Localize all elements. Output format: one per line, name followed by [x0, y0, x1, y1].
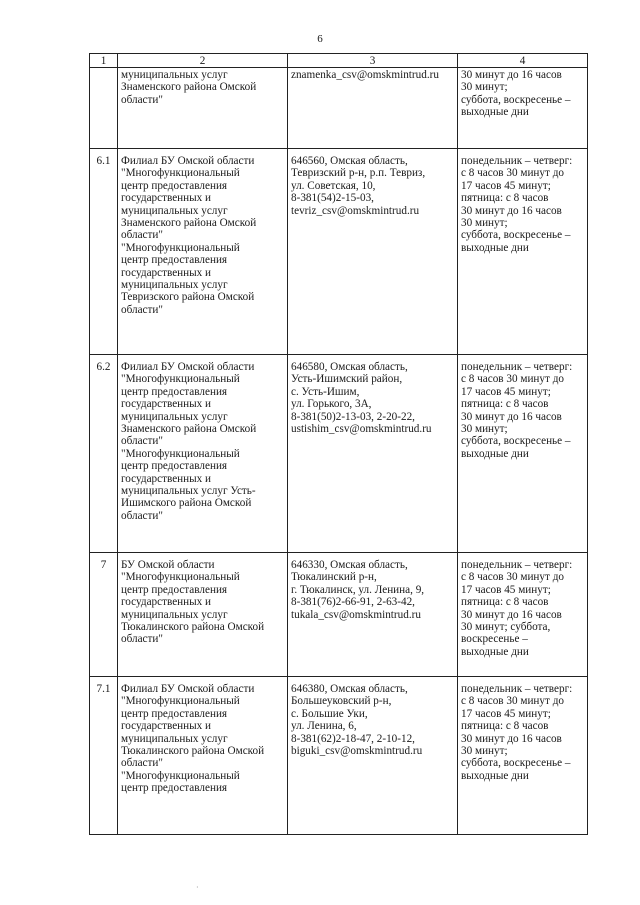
address-line: ул. Горького, 3А, — [291, 398, 372, 411]
working-hours-line: выходные дни — [461, 769, 529, 782]
working-hours-line: 30 минут до 16 часов — [461, 69, 562, 81]
address-line: 8-381(62)2-18-47, 2-10-12, — [291, 732, 415, 745]
working-hours-line: 30 минут; суббота, — [461, 621, 551, 634]
address-line: ул. Ленина, 6, — [291, 720, 357, 733]
organization-line: области" — [121, 93, 163, 106]
working-hours-line: с 8 часов 30 минут до — [461, 695, 564, 708]
address-line: ustishim_csv@omskmintrud.ru — [291, 423, 432, 436]
column-header-3: 3 — [288, 54, 458, 68]
working-hours-line: суббота, воскресенье – — [461, 757, 571, 770]
organization-line: Тюкалинского района Омской — [121, 745, 265, 758]
working-hours-line: выходные дни — [461, 241, 529, 254]
organization-cell — [118, 149, 288, 355]
organization-line: Тюкалинского района Омской — [121, 621, 265, 634]
organization-line: центр предоставления — [121, 254, 228, 267]
address-line: Тевризский р-н, р.п. Тевриз, — [291, 167, 426, 180]
organization-line: "Многофункциональный — [121, 241, 240, 254]
page-number: 6 — [317, 33, 323, 45]
working-hours-line: понедельник – четверг: — [461, 361, 573, 373]
working-hours-cell — [458, 677, 588, 835]
working-hours-line: 30 минут до 16 часов — [461, 410, 562, 423]
row-number: 6.1 — [90, 149, 118, 355]
column-header-1: 1 — [90, 54, 118, 68]
working-hours-line: 17 часов 45 минут; — [461, 385, 551, 398]
address-line: 646580, Омская область, — [291, 361, 408, 373]
working-hours-line: суббота, воскресенье – — [461, 93, 571, 106]
organization-line: муниципальных услуг — [121, 204, 228, 217]
address-line: г. Тюкалинск, ул. Ленина, 9, — [291, 583, 425, 596]
organization-line: государственных и — [121, 472, 212, 485]
address-line: tukala_csv@omskmintrud.ru — [291, 608, 421, 621]
address-line: Усть-Ишимский район, — [291, 373, 403, 386]
organization-line: Знаменского района Омской — [121, 81, 257, 94]
working-hours-line: 17 часов 45 минут; — [461, 583, 551, 596]
organization-line: Филиал БУ Омской области — [121, 155, 255, 167]
organization-line: "Многофункциональный — [121, 571, 240, 584]
address-cell — [288, 553, 458, 677]
address-line: с. Усть-Ишим, — [291, 385, 360, 398]
address-cell — [288, 677, 458, 835]
working-hours-line: выходные дни — [461, 106, 529, 119]
organization-cell — [118, 677, 288, 835]
table-header-row — [90, 54, 588, 68]
working-hours-line: 30 минут; — [461, 217, 508, 230]
organization-cell — [118, 355, 288, 553]
working-hours-cell — [458, 553, 588, 677]
working-hours-line: 30 минут до 16 часов — [461, 732, 562, 745]
organization-line: Знаменского района Омской — [121, 423, 257, 436]
address-line: tevriz_csv@omskmintrud.ru — [291, 204, 420, 217]
row-number: 7.1 — [90, 677, 118, 835]
organization-line: центр предоставления — [121, 583, 228, 596]
organization-line: муниципальных услуг Усть- — [121, 485, 256, 498]
address-line: 8-381(76)2-66-91, 2-63-42, — [291, 596, 415, 609]
organization-line: Ишимского района Омской — [121, 497, 252, 510]
mfc-table — [89, 53, 588, 835]
table-row — [90, 677, 588, 835]
organization-line: государственных и — [121, 398, 212, 411]
address-line: 646330, Омская область, — [291, 559, 408, 571]
working-hours-line: суббота, воскресенье – — [461, 435, 571, 448]
working-hours-line: выходные дни — [461, 447, 529, 460]
working-hours-line: 30 минут; — [461, 81, 508, 94]
working-hours-line: 30 минут до 16 часов — [461, 204, 562, 217]
organization-line: центр предоставления — [121, 385, 228, 398]
organization-line: области" — [121, 435, 163, 448]
address-line: Тюкалинский р-н, — [291, 571, 377, 584]
address-line: 646380, Омская область, — [291, 683, 408, 695]
working-hours-line: 17 часов 45 минут; — [461, 179, 551, 192]
address-cell — [288, 355, 458, 553]
row-number: 6.2 — [90, 355, 118, 553]
organization-line: государственных и — [121, 266, 212, 279]
working-hours-line: пятница: с 8 часов — [461, 596, 549, 609]
working-hours-line: 30 минут; — [461, 745, 508, 758]
organization-line: "Многофункциональный — [121, 447, 240, 460]
organization-line: государственных и — [121, 192, 212, 205]
address-line: 8-381(50)2-13-03, 2-20-22, — [291, 410, 415, 423]
column-header-4: 4 — [458, 54, 588, 68]
working-hours-line: понедельник – четверг: — [461, 683, 573, 695]
address-cell — [288, 149, 458, 355]
working-hours-line: 30 минут до 16 часов — [461, 608, 562, 621]
address-line: 646560, Омская область, — [291, 155, 408, 167]
working-hours-cell — [458, 68, 588, 149]
mfc-table-wrapper — [89, 53, 588, 835]
working-hours-line: 30 минут; — [461, 423, 508, 436]
column-header-2: 2 — [118, 54, 288, 68]
organization-line: муниципальных услуг — [121, 732, 228, 745]
organization-line: муниципальных услуг — [121, 410, 228, 423]
organization-line: области" — [121, 757, 163, 770]
working-hours-line: суббота, воскресенье – — [461, 229, 571, 242]
organization-line: области" — [121, 509, 163, 522]
working-hours-line: с 8 часов 30 минут до — [461, 571, 564, 584]
organization-line: "Многофункциональный — [121, 373, 240, 386]
address-line: с. Большие Уки, — [291, 707, 368, 720]
table-row — [90, 149, 588, 355]
row-number — [90, 68, 118, 149]
organization-cell — [118, 553, 288, 677]
organization-line: Знаменского района Омской — [121, 217, 257, 230]
working-hours-line: понедельник – четверг: — [461, 559, 573, 571]
working-hours-line: выходные дни — [461, 645, 529, 658]
table-row — [90, 68, 588, 149]
organization-line: Филиал БУ Омской области — [121, 361, 255, 373]
organization-line: центр предоставления — [121, 782, 228, 795]
address-line: Большеуковский р-н, — [291, 695, 392, 708]
table-row — [90, 553, 588, 677]
working-hours-line: с 8 часов 30 минут до — [461, 167, 564, 180]
row-number: 7 — [90, 553, 118, 677]
organization-line: Тевризского района Омской — [121, 291, 255, 304]
working-hours-line: воскресенье – — [461, 633, 528, 646]
organization-cell — [118, 68, 288, 149]
organization-line: муниципальных услуг — [121, 279, 228, 292]
organization-line: центр предоставления — [121, 460, 228, 473]
address-line: biguki_csv@omskmintrud.ru — [291, 745, 423, 758]
working-hours-cell — [458, 149, 588, 355]
organization-line: области" — [121, 229, 163, 242]
working-hours-line: с 8 часов 30 минут до — [461, 373, 564, 386]
working-hours-line: пятница: с 8 часов — [461, 398, 549, 411]
working-hours-line: пятница: с 8 часов — [461, 720, 549, 733]
organization-line: муниципальных услуг — [121, 608, 228, 621]
working-hours-line: 17 часов 45 минут; — [461, 707, 551, 720]
organization-line: области" — [121, 303, 163, 316]
address-line: 8-381(54)2-15-03, — [291, 192, 374, 205]
working-hours-line: пятница: с 8 часов — [461, 192, 549, 205]
table-row — [90, 355, 588, 553]
address-line: ул. Советская, 10, — [291, 179, 376, 192]
organization-line: "Многофункциональный — [121, 769, 240, 782]
organization-line: области" — [121, 633, 163, 646]
organization-line: муниципальных услуг — [121, 69, 228, 81]
working-hours-cell — [458, 355, 588, 553]
organization-line: "Многофункциональный — [121, 695, 240, 708]
organization-line: БУ Омской области — [121, 559, 215, 571]
organization-line: Филиал БУ Омской области — [121, 683, 255, 695]
address-line: znamenka_csv@omskmintrud.ru — [291, 69, 439, 81]
organization-line: центр предоставления — [121, 179, 228, 192]
working-hours-line: понедельник – четверг: — [461, 155, 573, 167]
organization-line: государственных и — [121, 596, 212, 609]
organization-line: "Многофункциональный — [121, 167, 240, 180]
scan-mark: · — [196, 883, 199, 892]
organization-line: центр предоставления — [121, 707, 228, 720]
address-cell — [288, 68, 458, 149]
organization-line: государственных и — [121, 720, 212, 733]
